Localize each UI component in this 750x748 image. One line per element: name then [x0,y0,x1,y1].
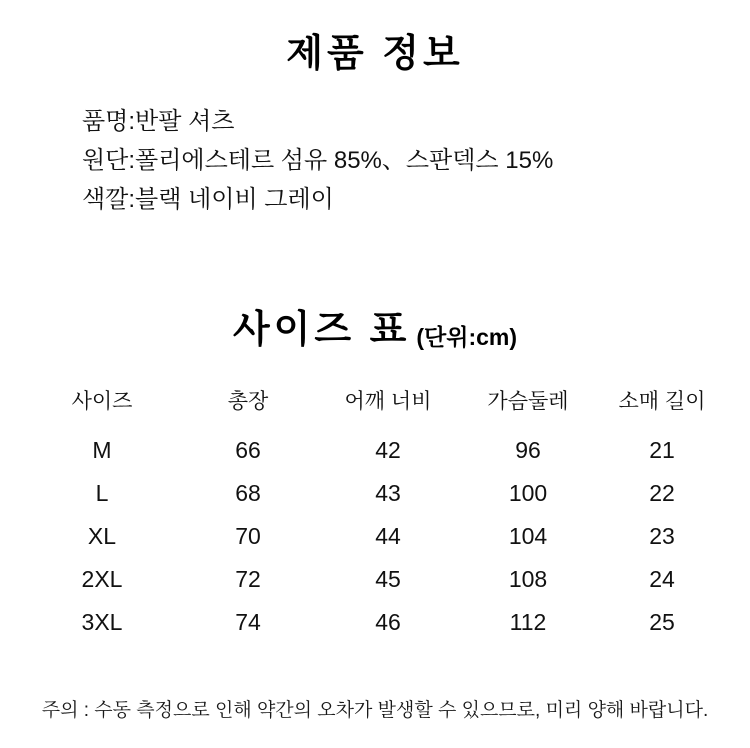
cell-shoulder: 43 [375,479,401,506]
cell-chest: 100 [508,479,548,506]
table-row [26,472,726,515]
column-header-shoulder: 어깨 너비 [344,389,432,413]
table-row [26,429,726,472]
column-header-chest: 가슴둘레 [487,389,569,413]
measurement-note: 주의 : 수동 측정으로 인해 약간의 오차가 발생할 수 있으므로, 미리 양해 바랍니다. [41,700,709,721]
column-header-length: 총장 [227,389,269,413]
table-header-row [26,383,726,429]
table-row [26,558,726,601]
cell-shoulder: 46 [375,608,401,635]
size-chart-unit: (단위:cm) [416,323,518,350]
cell-length: 66 [235,436,261,463]
cell-chest: 96 [515,436,541,463]
cell-shoulder: 42 [375,436,401,463]
column-header-sleeve: 소매 길이 [618,389,706,413]
cell-sleeve: 25 [649,608,675,635]
cell-length: 74 [235,608,261,635]
product-spec-list [0,103,750,220]
product-info-page [0,22,750,748]
cell-size: XL [87,522,117,549]
cell-length: 72 [235,565,261,592]
cell-sleeve: 24 [649,565,675,592]
size-table [26,383,726,644]
cell-size: 2XL [81,565,123,592]
cell-shoulder: 45 [375,565,401,592]
cell-chest: 112 [509,608,547,635]
cell-length: 68 [235,479,261,506]
cell-size: L [95,479,109,506]
cell-sleeve: 21 [649,436,675,463]
column-header-size: 사이즈 [71,389,133,413]
cell-sleeve: 22 [649,479,675,506]
page-title: 제품 정보 [286,33,464,75]
cell-shoulder: 44 [375,522,401,549]
cell-chest: 108 [508,565,548,592]
table-row [26,515,726,558]
spec-line-fabric: 원단:폴리에스테르 섬유 85%、스판덱스 15% [82,146,554,174]
spec-line-color: 색깔:블랙 네이비 그레이 [82,185,334,213]
size-chart-heading [0,298,750,353]
cell-size: 3XL [81,608,123,635]
size-chart-title: 사이즈 표 [232,308,411,351]
cell-size: M [92,436,112,463]
spec-line-name: 품명:반팔 셔츠 [82,108,235,135]
cell-length: 70 [235,522,261,549]
cell-sleeve: 23 [649,522,675,549]
table-row [26,601,726,644]
cell-chest: 104 [508,522,548,549]
